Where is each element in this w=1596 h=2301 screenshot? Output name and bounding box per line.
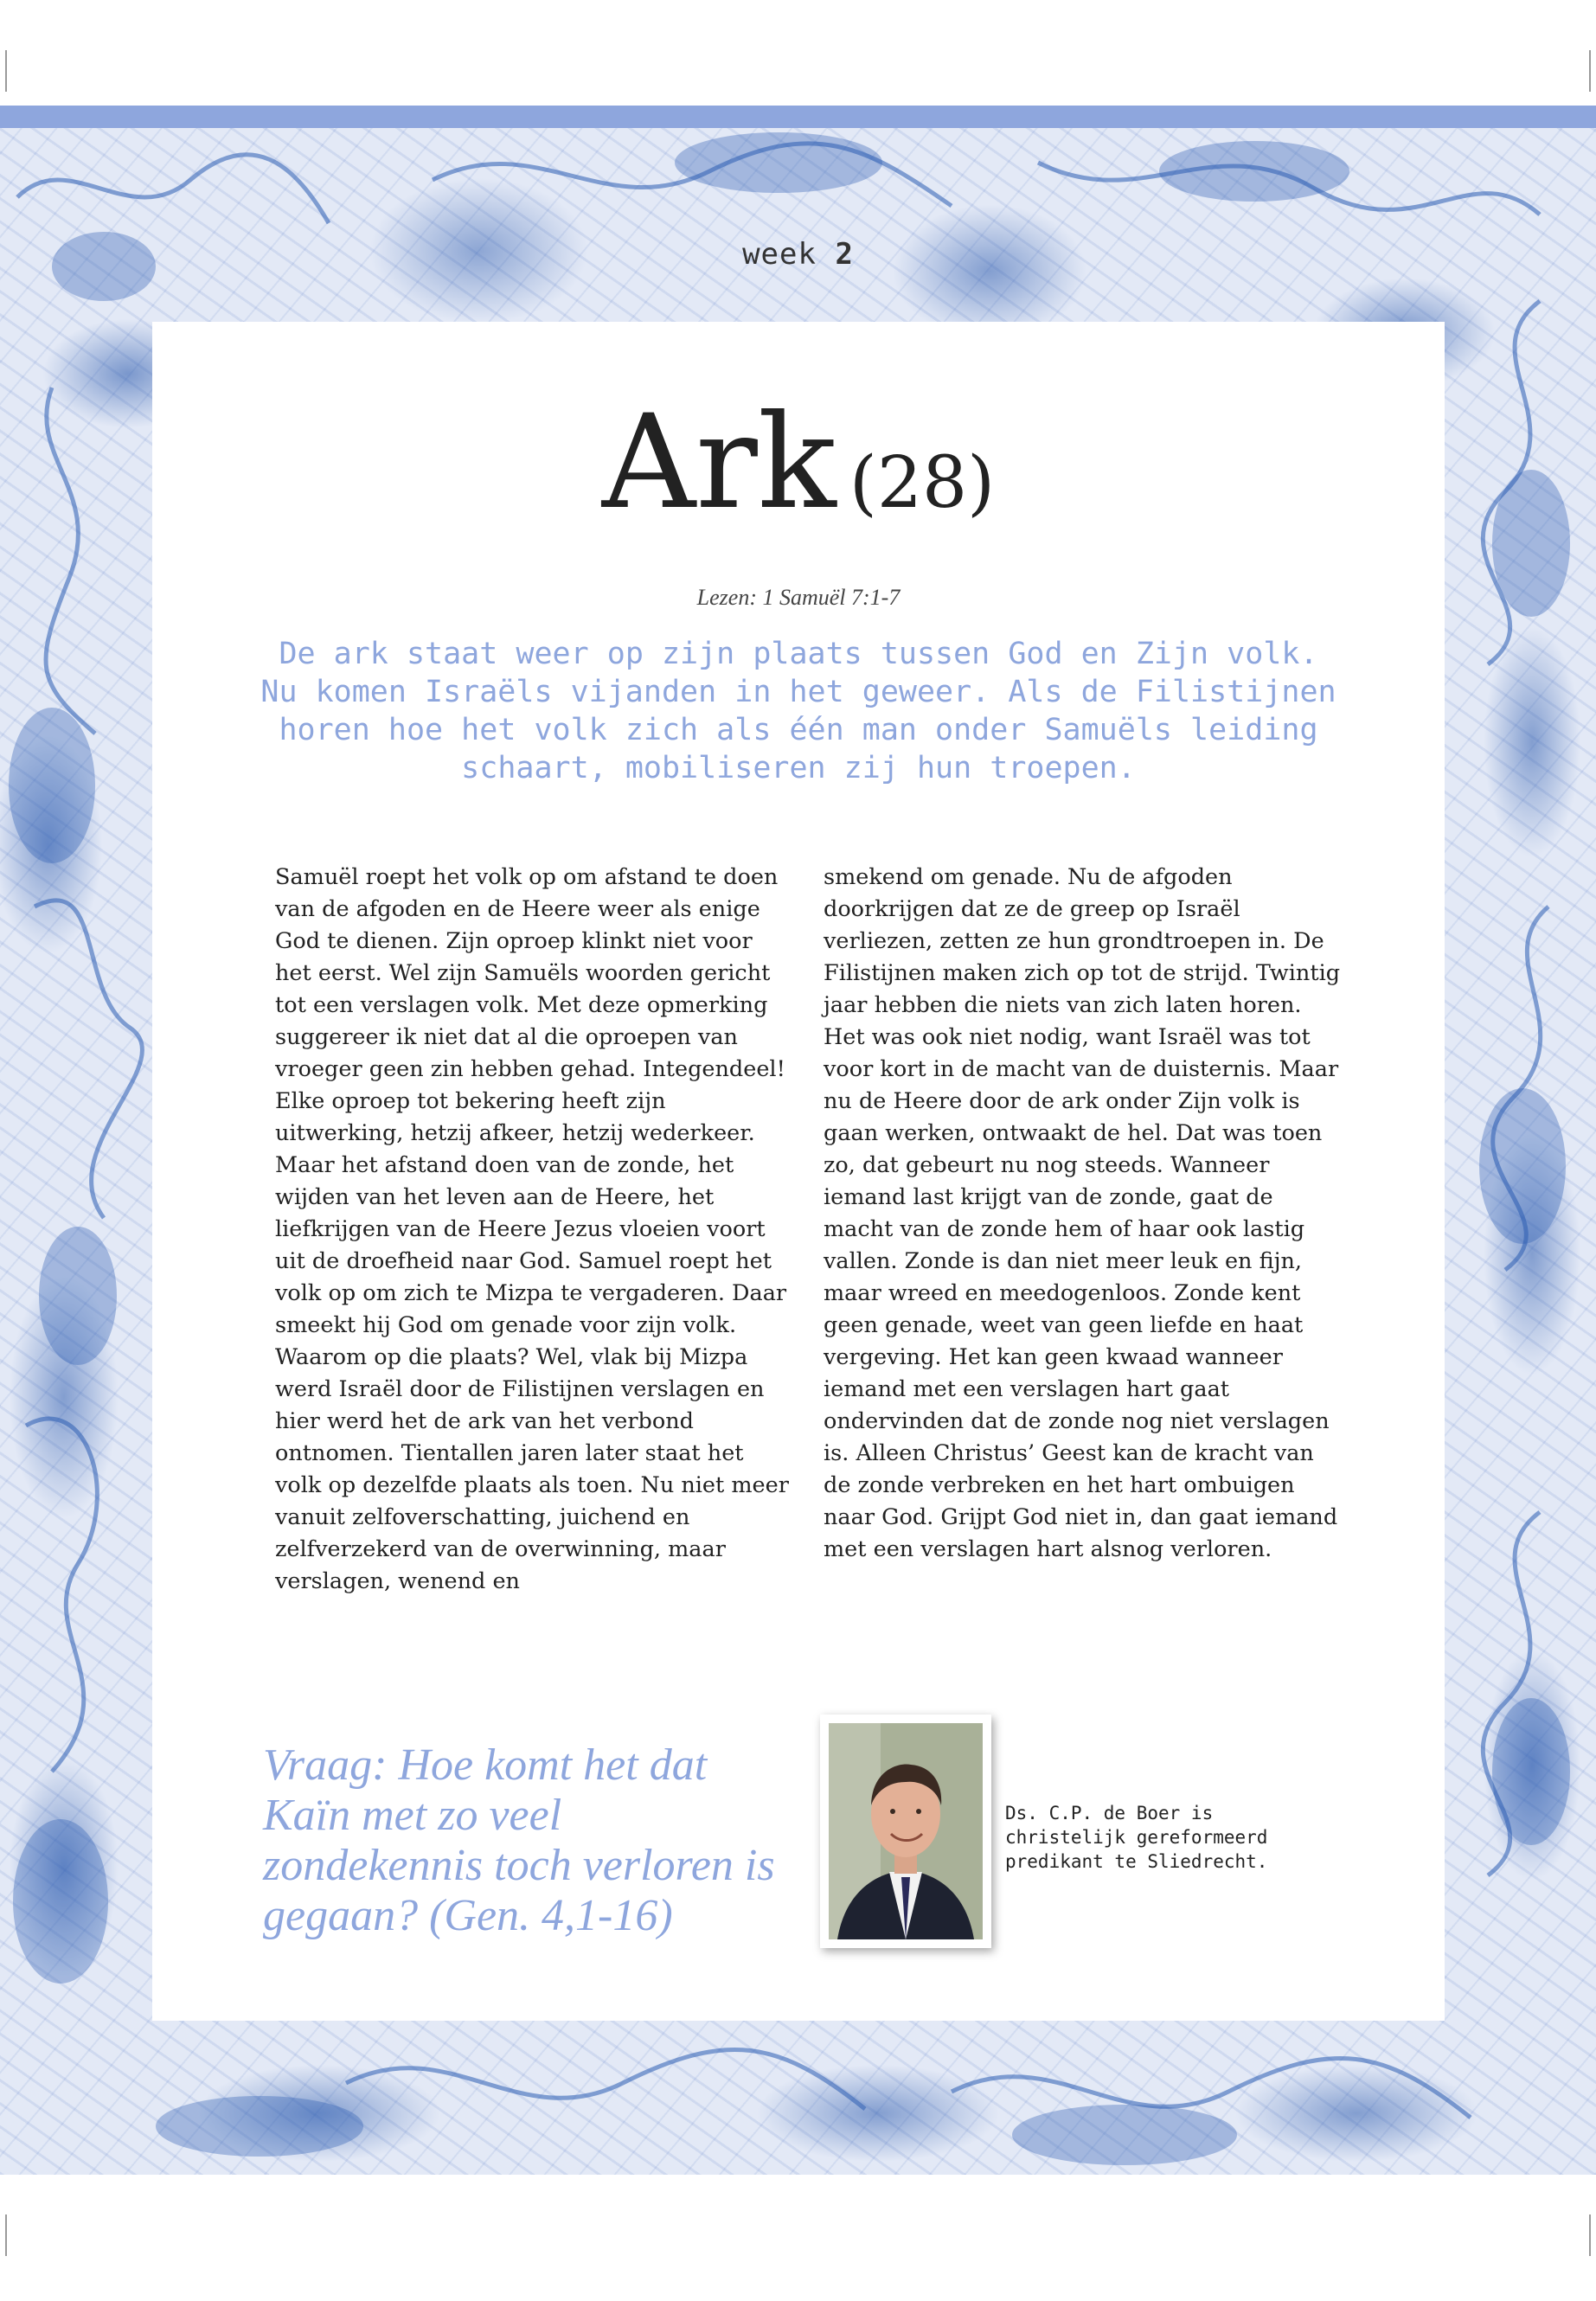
reading-reference: Lezen: 1 Samuël 7:1-7	[696, 585, 901, 610]
week-number: 2	[835, 237, 854, 272]
article-title	[152, 388, 1445, 538]
title-text: Ark	[601, 388, 836, 538]
crop-mark-top-left	[5, 50, 7, 92]
lead-paragraph: De ark staat weer op zijn plaats tussen God en Zijn volk. Nu komen Israëls vijanden in het geweer. Als de Filistijnen horen hoe het volk zich als één man onder Samuëls leiding schaart, mobiliseren zij hun troepen.	[260, 637, 1336, 785]
author-photo-frame	[820, 1715, 991, 1948]
top-color-band	[0, 106, 1596, 128]
crop-mark-bottom-left	[5, 2214, 7, 2256]
body-column-left: Samuël roept het volk op om afstand te doen van de afgoden en de Heere weer als enige God te dienen. Zijn oproep klinkt niet voor het eerst. Wel zijn Samuëls woorden gericht tot een verslagen volk. Met deze opmerking suggereer ik niet dat al die oproepen van vroeger geen zin hebben gehad. Integendeel! Elke oproep tot bekering heeft zijn uitwerking, hetzij afkeer, hetzij wederkeer. Maar het afstand doen van de zonde, het wijden van het leven aan de Heere, het liefkrijgen van de Heere Jezus vloeien voort uit de droefheid naar God. Samuel roept het volk op om zich te Mizpa te vergaderen. Daar smeekt hij God om genade voor zijn volk. Waarom op die plaats? Wel, vlak bij Mizpa werd Israël door de Filistijnen verslagen en hier werd het de ark van het verbond ontnomen. Tientallen jaren later staat het volk op dezelfde plaats als toen. Nu niet meer vanuit zelfoverschatting, juichend en zelfverzekerd van de overwinning, maar verslagen, wenend en	[275, 864, 789, 1594]
crop-mark-top-right	[1589, 50, 1591, 92]
week-label	[0, 237, 1596, 272]
question-callout: Vraag: Hoe komt het dat Kaïn met zo veel zondekennis toch verloren is gegaan? (Gen. 4,1-16)	[263, 1740, 775, 1940]
body-column-right: smekend om genade. Nu de afgoden doorkrijgen dat ze de greep op Israël verliezen, zetten ze hun grondtroepen in. De Filistijnen maken zich op tot de strijd. Twintig jaar hebben die niets van zich laten horen. Het was ook niet nodig, want Israël was tot voor kort in de macht van de duisternis. Maar nu de Heere door de ark onder Zijn volk is gaan werken, ontwaakt de hel. Dat was toen zo, dat gebeurt nu nog steeds. Wanneer iemand last krijgt van de zonde, gaat de macht van de zonde hem of haar ook lastig vallen. Zonde is dan niet meer leuk en fijn, maar wreed en meedogenloos. Zonde kent geen genade, weet van geen liefde en haat vergeving. Het kan geen kwaad wanneer iemand met een verslagen hart gaat ondervinden dat de zonde nog niet verslagen is. Alleen Christus’ Geest kan de kracht van de zonde verbreken en het hart ombuigen naar God. Grijpt God niet in, dan gaat iemand met een verslagen hart alsnog verloren.	[824, 864, 1341, 1562]
author-portrait-illustration	[829, 1723, 983, 1939]
week-word: week	[742, 237, 817, 272]
author-photo	[829, 1723, 983, 1939]
crop-mark-bottom-right	[1589, 2214, 1591, 2256]
article-card	[152, 322, 1445, 2021]
title-number: (28)	[849, 442, 996, 524]
author-bio: Ds. C.P. de Boer is christelijk gereformeerd predikant te Sliedrecht.	[1005, 1803, 1268, 1872]
